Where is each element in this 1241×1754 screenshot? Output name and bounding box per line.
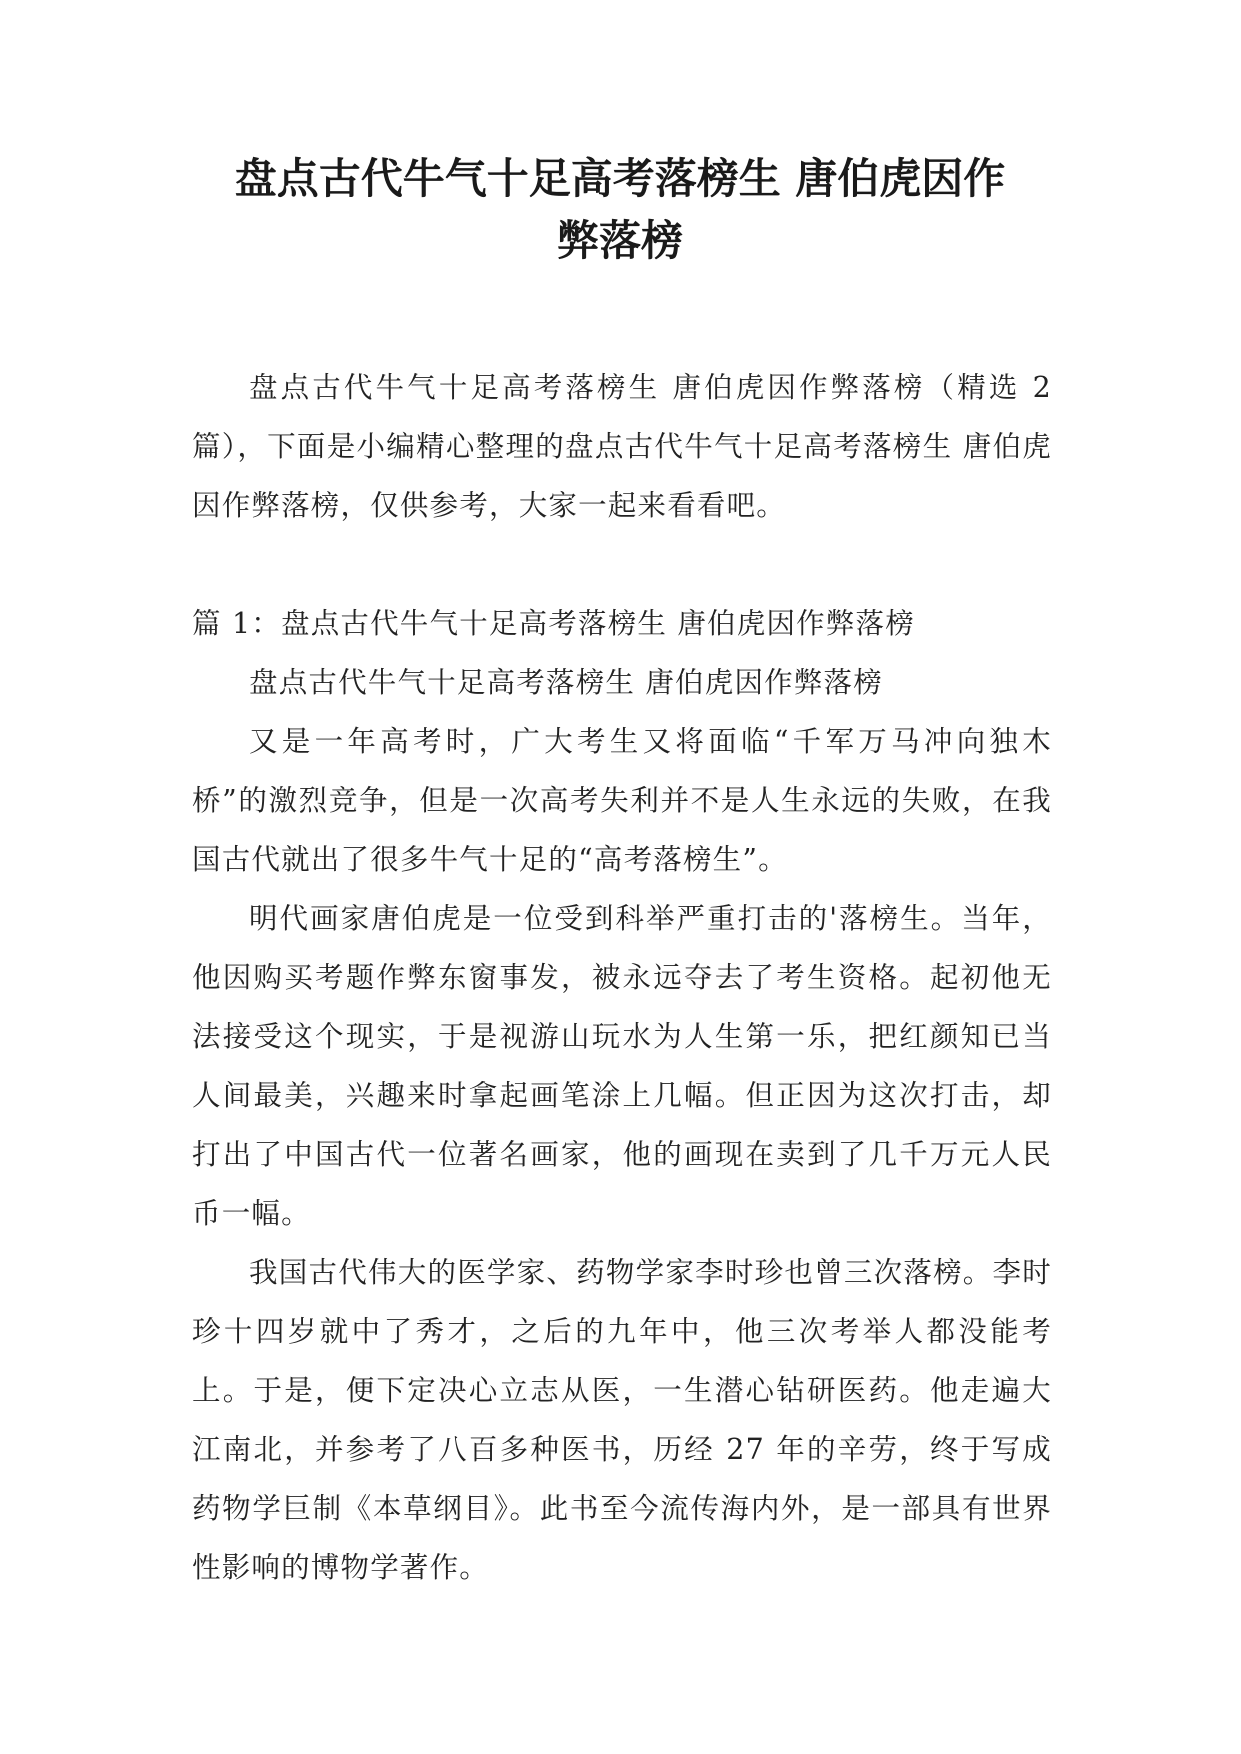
body-paragraph: 又是一年高考时，广大考生又将面临“千军万马冲向独木桥”的激烈竞争，但是一次高考失利并不是人生永远的失败，在我国古代就出了很多牛气十足的“高考落榜生”。 [192,725,1052,876]
section-subtitle: 盘点古代牛气十足高考落榜生 唐伯虎因作弊落榜 [249,666,883,699]
document-body [192,358,1052,1597]
body-paragraph: 我国古代伟大的医学家、药物学家李时珍也曾三次落榜。李时珍十四岁就中了秀才，之后的九年中，他三次考举人都没能考上。于是，便下定决心立志从医，一生潜心钻研医药。他走遍大江南北，并参考了八百多种医书，历经 27 年的辛劳，终于写成药物学巨制《本草纲目》。此书至今流传海内外，是一部具有世界性影响的博物学著作。 [192,1256,1052,1584]
title-line-1: 盘点古代牛气十足高考落榜生 唐伯虎因作 [234,154,1006,203]
title-line-2: 弊落榜 [556,216,683,265]
document-title [150,148,1090,272]
intro-paragraph: 盘点古代牛气十足高考落榜生 唐伯虎因作弊落榜（精选 2 篇），下面是小编精心整理的盘点古代牛气十足高考落榜生 唐伯虎因作弊落榜，仅供参考，大家一起来看看吧。 [192,371,1052,522]
section-heading: 篇 1：盘点古代牛气十足高考落榜生 唐伯虎因作弊落榜 [192,607,915,640]
body-paragraph: 明代画家唐伯虎是一位受到科举严重打击的'落榜生。当年，他因购买考题作弊东窗事发，被永远夺去了考生资格。起初他无法接受这个现实，于是视游山玩水为人生第一乐，把红颜知已当人间最美，兴趣来时拿起画笔涂上几幅。但正因为这次打击，却打出了中国古代一位著名画家，他的画现在卖到了几千万元人民币一幅。 [192,902,1052,1230]
